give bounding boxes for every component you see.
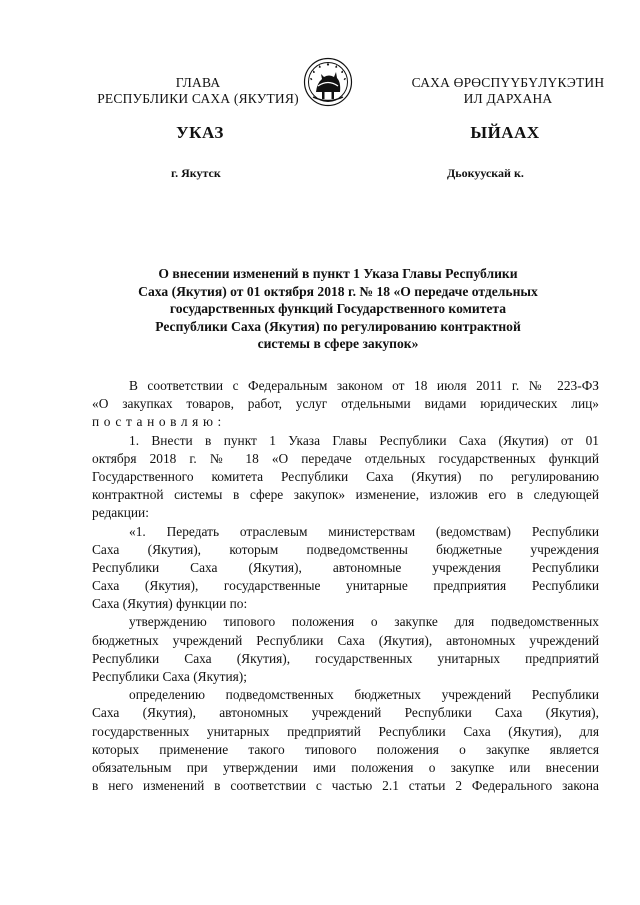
body-line: В соответствии с Федеральным законом от 18 июля 2011 г. № 223-ФЗ xyxy=(129,378,599,393)
coat-of-arms-emblem xyxy=(303,57,353,107)
body-line: 1. Внести в пункт 1 Указа Главы Республики Саха (Якутия) от 01 xyxy=(129,432,599,448)
document-title-line: Республики Саха (Якутия) по регулированию контрактной xyxy=(155,318,521,334)
body-line: Саха (Якутия), автономных учреждений Республики Саха (Якутия), xyxy=(92,705,599,721)
document-title-line: О внесении изменений в пункт 1 Указа Главы Республики xyxy=(158,266,518,281)
decree-title-russian: УКАЗ xyxy=(176,123,224,142)
header-left xyxy=(78,75,318,107)
document-title-line: системы в сфере закупок» xyxy=(257,336,419,351)
city-yakut: Дьокуускай к. xyxy=(447,166,524,180)
city-russian: г. Якутск xyxy=(171,166,221,180)
body-line: «1. Передать отраслевым министерствам (ведомствам) Республики xyxy=(129,523,599,539)
body-line: Саха (Якутия) функции по: xyxy=(92,596,248,612)
body-line: Республики Саха (Якутия); xyxy=(92,669,247,684)
body-line: Государственного комитета Республики Саха (Якутия) по регулированию xyxy=(92,468,599,484)
body-line: Республики Саха (Якутия), автономные учреждения Республики xyxy=(92,559,599,575)
document-title-line: Саха (Якутия) от 01 октября 2018 г. № 18 «О передаче отдельных xyxy=(138,283,538,299)
body-line: обязательным при утверждении ими положения о закупке или внесении xyxy=(92,759,599,775)
body-line: редакции: xyxy=(92,505,149,521)
body-line: в него изменений в соответствии с частью 2.1 статьи 2 Федерального закона xyxy=(92,778,599,794)
body-line: контрактной системы в сфере закупок» изменение, изложив его в следующей xyxy=(92,487,599,503)
document-title-line: государственных функций Государственного комитета xyxy=(169,301,507,316)
body-line: Саха (Якутия), которым подведомственны бюджетные учреждения xyxy=(92,541,599,557)
body-line: определению подведомственных бюджетных учреждений Республики xyxy=(129,687,599,703)
coat-of-arms-icon xyxy=(303,57,353,107)
body-line: Саха (Якутия), государственные унитарные предприятия Республики xyxy=(92,578,599,594)
header-left-line-2: РЕСПУБЛИКИ САХА (ЯКУТИЯ) xyxy=(97,91,299,106)
document-body xyxy=(92,377,599,795)
decree-title-yakut: ЫЙААХ xyxy=(470,123,540,142)
body-line: «О закупках товаров, работ, услуг отдельными видами юридических лиц» xyxy=(92,396,599,412)
header-right-line-2: ИЛ ДАРХАНА xyxy=(463,91,553,106)
body-line: бюджетных учреждений Республики Саха (Якутия), автономных учреждений xyxy=(92,632,599,648)
body-line: государственных унитарных предприятий Республики Саха (Якутия), для xyxy=(92,723,599,739)
header-right-line-1: САХА ӨРӨСПҮҮБҮЛҮКЭТИН xyxy=(411,75,605,90)
body-line: постановляю: xyxy=(92,414,226,430)
header-right xyxy=(378,75,638,107)
body-line: октября 2018 г. № 18 «О передаче отдельных государственных функций xyxy=(92,450,599,466)
header-left-line-1: ГЛАВА xyxy=(175,75,221,90)
body-line: Республики Саха (Якутия), государственных унитарных предприятий xyxy=(92,650,599,666)
body-line: утверждению типового положения о закупке для подведомственных xyxy=(129,614,599,630)
document-title xyxy=(92,265,584,353)
body-line: которых применение такого типового положения о закупке является xyxy=(92,741,599,757)
